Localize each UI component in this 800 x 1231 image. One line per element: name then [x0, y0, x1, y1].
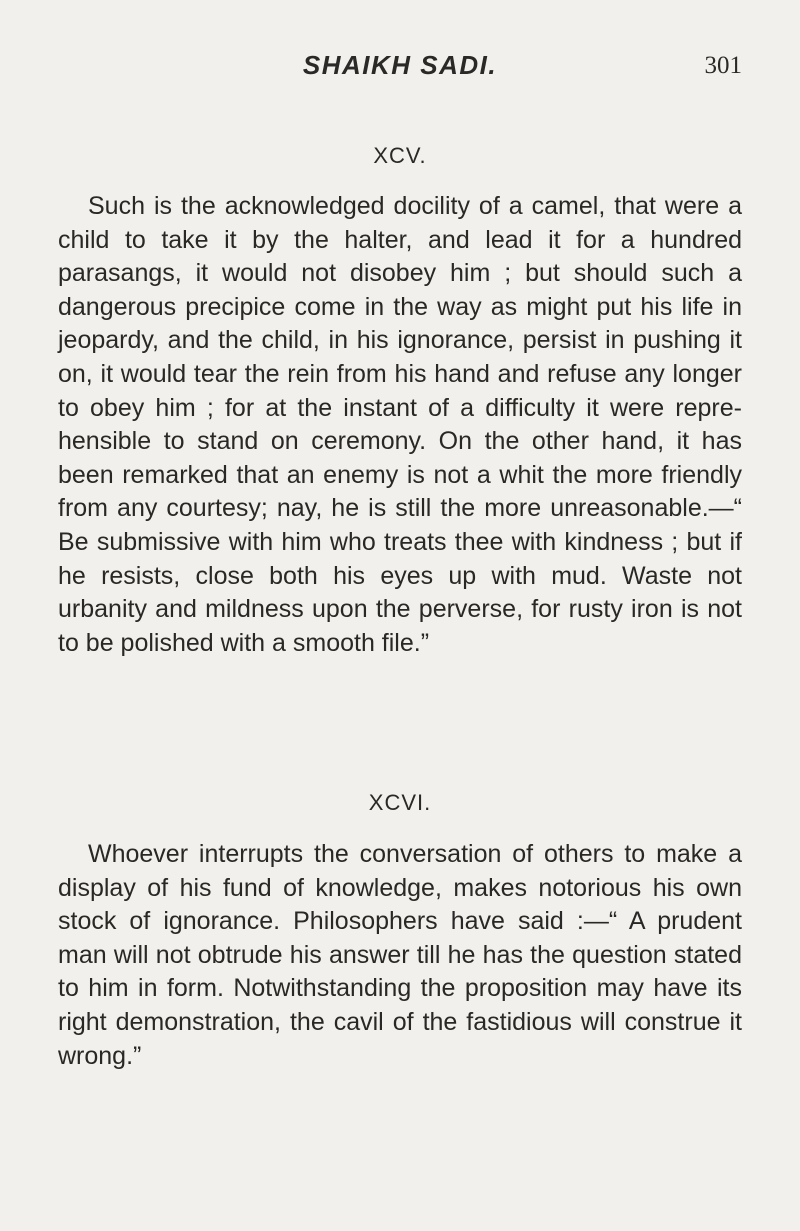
section-heading: XCV. — [373, 143, 427, 168]
section-paragraph: Whoever interrupts the conversation of others to make a display of his fund of knowledge, makes notorious his own stock of ignorance. Philosophers have said :—“ A prudent man will not obtrude his answer till he has the question stated to him in form. Notwithstanding the proposition may have its right demonstration, the cavil of the fastidious will construe it wrong.” — [58, 840, 742, 1070]
page-number: 301 — [704, 52, 742, 79]
section-paragraph: Such is the acknowledged docility of a camel, that were a child to take it by the halter, and lead it for a hundred parasangs, it would not disobey him ; but should such a dangerous precipice come in the way as might put his life in jeopardy, and the child, in his ignorance, persist in pushing it on, it would tear the rein from his hand and refuse any longer to obey him ; for at the instant of a difficulty it were repre-hensible to stand on ceremony. On the other hand, it has been remarked that an enemy is not a whit the more friendly from any courtesy; nay, he is still the more unreasonable.—“ Be submissive with him who treats thee with kindness ; but if he resists, close both his eyes up with mud. Waste not urbanity and mildness upon the perverse, for rusty iron is not to be polished with a smooth file.” — [58, 192, 742, 657]
running-head — [0, 50, 800, 90]
section-heading: XCVI. — [368, 790, 432, 815]
running-title: SHAIKH SADI. — [302, 50, 498, 80]
